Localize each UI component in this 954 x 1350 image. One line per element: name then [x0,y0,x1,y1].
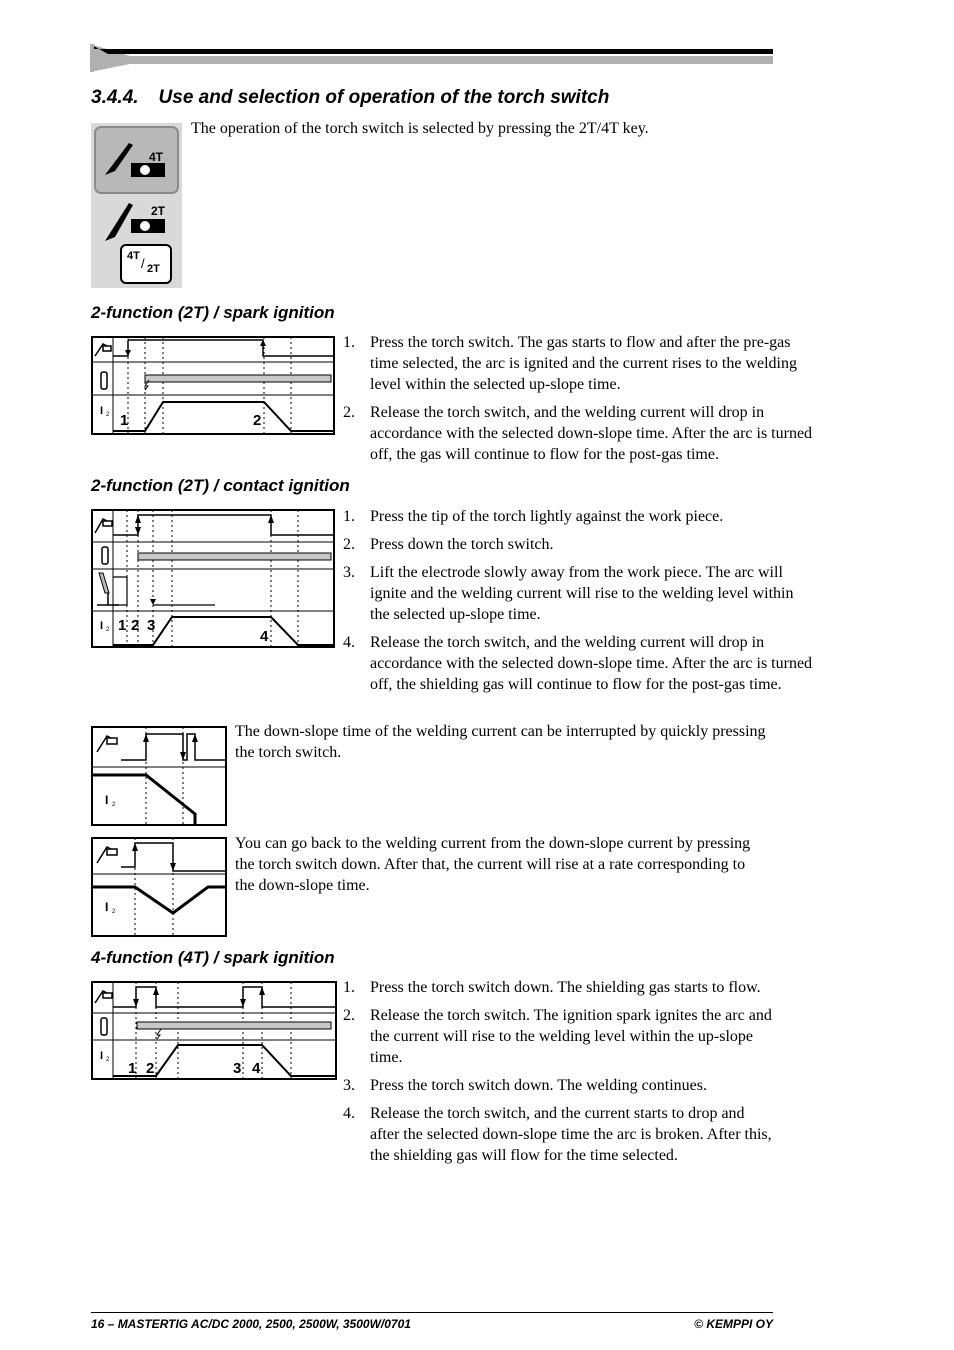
gas-bottle-icon [101,372,107,389]
diagram-goback [91,837,228,938]
diagram-4t-spark [91,981,339,1081]
i2-sub: 2 [106,412,110,418]
i2-label: I [100,1050,104,1062]
heading-4t-spark: 4-function (4T) / spark ignition [91,948,335,967]
i2-sub: 2 [112,802,116,808]
label-4t: 4T [149,150,164,164]
marker-3: 3 [233,1060,242,1077]
gas-bottle-icon [101,1018,107,1035]
marker-1: 1 [128,1060,137,1077]
steps-2t-contact [343,506,813,702]
steps-2t-spark [343,332,813,472]
marker-2: 2 [253,412,262,429]
torch-mode-panel [91,123,182,288]
section-title-text: Use and selection of operation of the torch switch [158,87,610,108]
list-item: 3. Press the torch switch down. The welding continues. [343,1077,707,1094]
list-item: 1. Press the torch switch down. The shielding gas starts to flow. [343,979,761,996]
diagram-2t-contact [91,509,337,649]
electrode-icon [97,573,119,605]
i2-sub: 2 [106,627,110,633]
diagram-2t-spark [91,336,337,436]
torch-icon [97,736,117,752]
torch-icon [95,519,112,533]
footer-right: © KEMPPI OY [694,1317,773,1331]
footer-rule [91,1312,773,1313]
interrupt-text: The down-slope time of the welding current can be interrupted by quickly pressing the torch switch. [235,723,766,761]
header-bar [90,42,775,74]
torch-icon [95,991,112,1003]
marker-2: 2 [131,617,140,634]
i2-sub: 2 [112,909,116,915]
marker-4: 4 [252,1060,261,1077]
marker-4: 4 [260,628,269,645]
list-item: 2. Release the torch switch. The ignition spark ignites the arc and the current will rise to the welding level within the up-slope time. [343,1007,772,1066]
heading-2t-contact: 2-function (2T) / contact ignition [91,476,350,495]
torch-icon [95,344,111,356]
i2-label: I [100,405,104,417]
marker-1: 1 [118,617,127,634]
steps-4t-spark [343,977,773,1173]
torch-icon [97,847,117,863]
key-label-top: 4T [127,250,140,262]
goback-text: You can go back to the welding current from the down-slope current by pressing the torch switch down. After that, the current will rise at a rate corresponding to the down-slope time. [235,835,751,894]
marker-1: 1 [120,412,129,429]
i2-label: I [105,900,109,914]
heading-2t-spark: 2-function (2T) / spark ignition [91,303,335,322]
list-item: 1. Press the torch switch. The gas starts to flow and after the pre-gas time selected, the arc is ignited and the current rises to the welding level within the selected up-slope time. [343,334,797,393]
marker-2: 2 [146,1060,155,1077]
label-2t: 2T [151,204,166,218]
list-item: 3. Lift the electrode slowly away from the work piece. The arc will ignite and the welding current will rise to the welding level within the selected up-slope time. [343,564,794,623]
key-label-bottom: 2T [147,263,160,275]
gas-bottle-icon [102,547,108,564]
intro-text: The operation of the torch switch is selected by pressing the 2T/4T key. [191,120,649,137]
diagram-interrupt [91,726,228,827]
section-number: 3.4.4. [91,87,139,108]
list-item: 2. Release the torch switch, and the welding current will drop in accordance with the selected down-slope time. After the arc is turned off, the gas will continue to flow for the post-gas time. [343,404,813,463]
footer-left: 16 – MASTERTIG AC/DC 2000, 2500, 2500W, 3500W/0701 [91,1317,411,1331]
list-item: 4. Release the torch switch, and the current starts to drop and after the selected down-slope time the arc is broken. After this, the shielding gas will flow for the time selected. [343,1105,772,1164]
list-item: 4. Release the torch switch, and the welding current will drop in accordance with the selected down-slope time. After the arc is turned off, the shielding gas will continue to flow for the post-gas time. [343,634,813,693]
list-item: 1. Press the tip of the torch lightly against the work piece. [343,508,724,525]
list-item: 2. Press down the torch switch. [343,536,554,553]
key-label-slash: / [141,256,145,271]
i2-label: I [100,620,104,632]
marker-3: 3 [147,617,156,634]
i2-sub: 2 [106,1057,110,1063]
section-title [91,87,609,109]
i2-label: I [105,793,109,807]
